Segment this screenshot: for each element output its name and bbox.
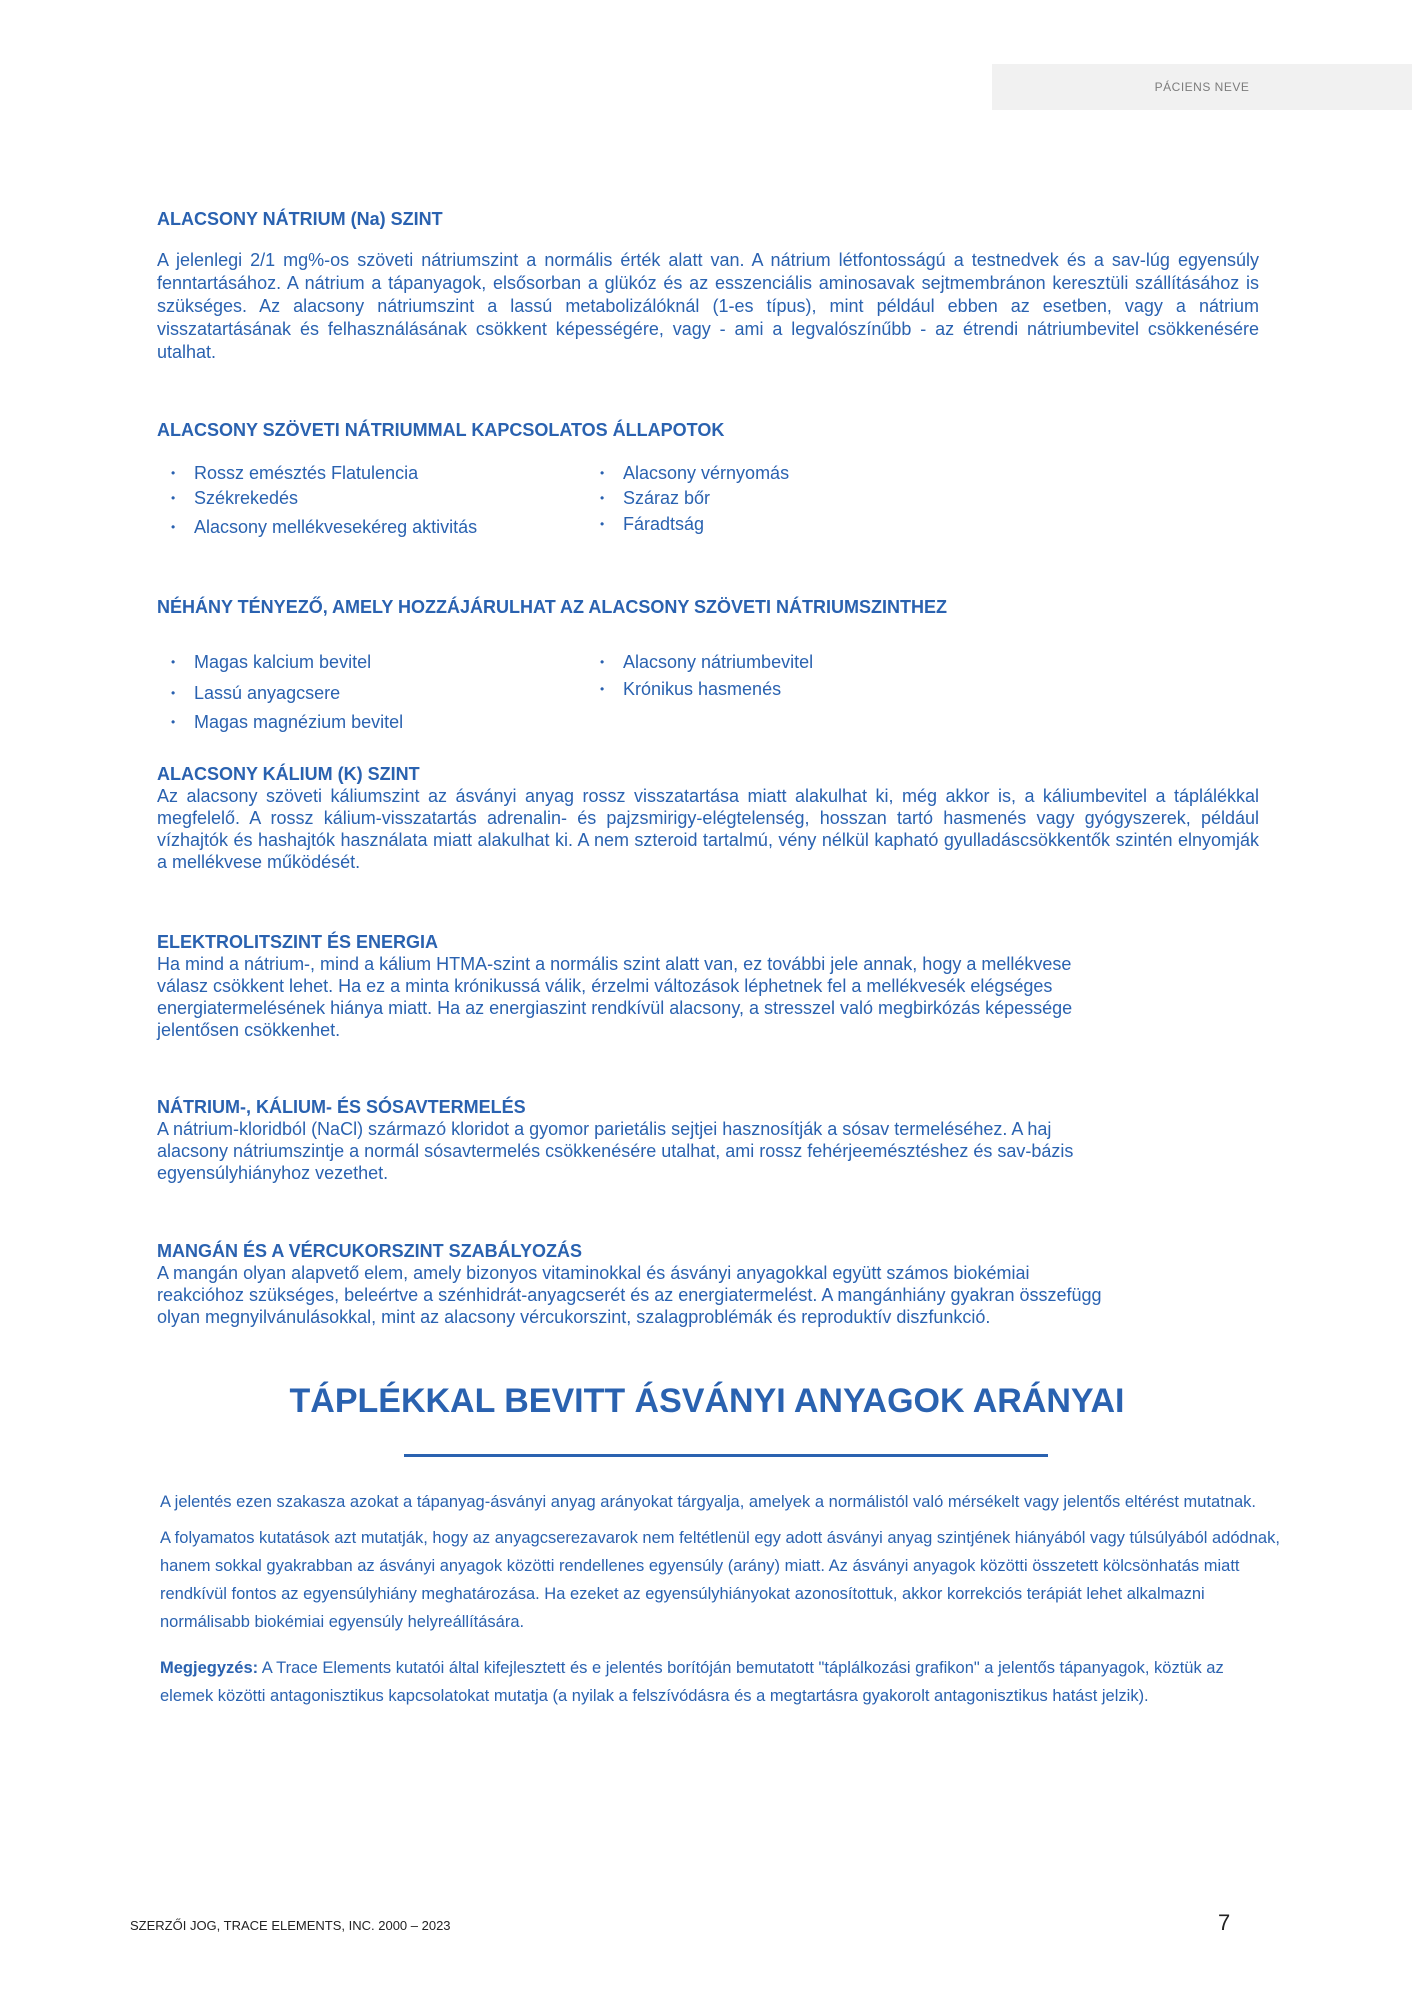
section-title: ALACSONY KÁLIUM (K) SZINT — [157, 764, 420, 784]
ratios-title: TÁPLÉKKAL BEVITT ÁSVÁNYI ANYAGOK ARÁNYAI — [289, 1382, 1125, 1420]
section-low-sodium-conditions — [157, 419, 1259, 538]
section-line: egyensúlyhiányhoz vezethet. — [157, 1163, 389, 1183]
list-item: • Rossz emésztés Flatulencia — [157, 462, 586, 487]
section-line: jelentősen csökkenhet. — [157, 1020, 341, 1040]
ratios-intro — [160, 1488, 1280, 1710]
section-contributing-factors — [157, 596, 1259, 733]
note-label: Megjegyzés: — [160, 1659, 259, 1677]
section-body: A jelenlegi 2/1 mg%-os szöveti nátriumszint a normális érték alatt van. A nátrium létfontosságú a testnedvek és a sav-lúg egyensúly fenntartásához. A nátrium a tápanyagok, elsősorban a glükóz és az esszenciális aminosavak sejtmembránon keresztüli szállításához is szükséges. Az alacsony nátriumszint a lassú metabolizálóknál (1-es típus), mint például ebben az esetben, vagy a nátrium visszatartásának és felhasználásának csökkent képességére, vagy - ami a legvalószínűbb - az étrendi nátriumbevitel csökkenésére utalhat. — [157, 250, 1259, 362]
section-title: NÁTRIUM-, KÁLIUM- ÉS SÓSAVTERMELÉS — [157, 1097, 526, 1117]
section-line: energiatermelésének hiánya miatt. Ha az energiaszint rendkívül alacsony, a stresszel való megbirkózás képessége — [157, 998, 1073, 1018]
page-number: 7 — [1218, 1910, 1231, 1935]
section-low-sodium — [157, 208, 1259, 364]
footer-copyright: SZERZŐI JOG, TRACE ELEMENTS, INC. 2000 – 2023 — [130, 1918, 451, 1933]
list-item: • Alacsony mellékvesekéreg aktivitás — [157, 516, 586, 538]
conditions-list-left — [157, 462, 586, 538]
list-item: • Magas kalcium bevitel — [157, 651, 586, 682]
list-item: • Alacsony vérnyomás — [586, 462, 789, 487]
list-item: • Fáradtság — [586, 513, 789, 535]
section-manganese — [157, 1240, 1259, 1328]
section-line: olyan megnyilvánulásokkal, mint az alacsony vércukorszint, szalagproblémák és reproduktív diszfunkció. — [157, 1307, 991, 1327]
list-item: • Székrekedés — [157, 487, 586, 516]
factors-list-right — [586, 651, 813, 733]
section-title: ELEKTROLITSZINT ÉS ENERGIA — [157, 932, 439, 952]
note-text: A Trace Elements kutatói által kifejlesztett és e jelentés borítóján bemutatott "táplálkozási grafikon" a jelentős tápanyagok, köztük az elemek közötti antagonisztikus kapcsolatokat mutatja (a nyilak a felszívódásra és a megtartásra gyakorolt antagonisztikus hatást jelzik). — [160, 1659, 1224, 1705]
ratios-paragraph-2: A folyamatos kutatások azt mutatják, hogy az anyagcserezavarok nem feltétlenül egy adott ásványi anyag szintjének hiányából vagy túlsúlyából adódnak, hanem sokkal gyakrabban az ásványi anyagok közötti rendellenes egyensúly (arány) miatt. Az ásványi anyagok közötti összetett kölcsönhatás miatt rendkívül fontos az egyensúlyhiány meghatározása. Ha ezeket az egyensúlyhiányokat azonosítottuk, akkor korrekciós terápiát lehet alkalmazni normálisabb biokémiai egyensúly helyreállítására. — [160, 1529, 1280, 1631]
list-item: • Magas magnézium bevitel — [157, 711, 586, 733]
section-line: A mangán olyan alapvető elem, amely bizonyos vitaminokkal és ásványi anyagokkal együtt számos biokémiai — [157, 1263, 1030, 1283]
patient-name-label: PÁCIENS NEVE — [1154, 80, 1250, 94]
patient-name-box — [992, 64, 1412, 110]
list-item: • Száraz bőr — [586, 487, 789, 513]
section-line: válasz csökkent lehet. Ha ez a minta krónikussá válik, érzelmi változások léphetnek fel a mellékvesék elégséges — [157, 976, 1053, 996]
section-line: A nátrium-kloridból (NaCl) származó kloridot a gyomor parietális sejtjei hasznosítják a sósav termeléséhez. A haj — [157, 1119, 1052, 1139]
list-item: • Alacsony nátriumbevitel — [586, 651, 813, 678]
section-line: Ha mind a nátrium-, mind a kálium HTMA-szint a normális szint alatt van, ez további jele annak, hogy a mellékvese — [157, 954, 1072, 974]
conditions-list-right — [586, 462, 789, 538]
list-item: • Krónikus hasmenés — [586, 678, 813, 700]
ratios-paragraph-1: A jelentés ezen szakasza azokat a tápanyag-ásványi anyag arányokat tárgyalja, amelyek a normálistól való mérsékelt vagy jelentős eltérést mutatnak. — [160, 1493, 1257, 1511]
section-title: MANGÁN ÉS A VÉRCUKORSZINT SZABÁLYOZÁS — [157, 1241, 583, 1261]
section-title: ALACSONY SZÖVETI NÁTRIUMMAL KAPCSOLATOS ÁLLAPOTOK — [157, 420, 725, 440]
section-low-potassium — [157, 763, 1259, 873]
ratios-note — [160, 1654, 1280, 1710]
section-hcl-production — [157, 1096, 1259, 1184]
section-line: reakcióhoz szükséges, beleértve a szénhidrát-anyagcserét és az energiatermelést. A mangánhiány gyakran összefügg — [157, 1285, 1102, 1305]
section-body: Az alacsony szöveti káliumszint az ásványi anyag rossz visszatartása miatt alakulhat ki, még akkor is, a káliumbevitel a táplálékkal megfelelő. A rossz kálium-visszatartás adrenalin- és pajzsmirigy-elégtelenség, hosszan tartó hasmenés vagy gyógyszerek, például vízhajtók és hashajtók használata miatt alakulhat ki. A nem szteroid tartalmú, vény nélkül kapható gyulladáscsökkentők szintén elnyomják a mellékvese működését. — [157, 786, 1259, 872]
title-underline — [404, 1454, 1048, 1457]
section-electrolyte-energy — [157, 931, 1259, 1041]
section-title: ALACSONY NÁTRIUM (Na) SZINT — [157, 209, 443, 229]
section-line: alacsony nátriumszintje a normál sósavtermelés csökkenésére utalhat, ami rossz fehérjeemésztéshez és sav-bázis — [157, 1141, 1074, 1161]
factors-list-left — [157, 651, 586, 733]
section-title: NÉHÁNY TÉNYEZŐ, AMELY HOZZÁJÁRULHAT AZ ALACSONY SZÖVETI NÁTRIUMSZINTHEZ — [157, 597, 948, 617]
list-item: • Lassú anyagcsere — [157, 682, 586, 711]
